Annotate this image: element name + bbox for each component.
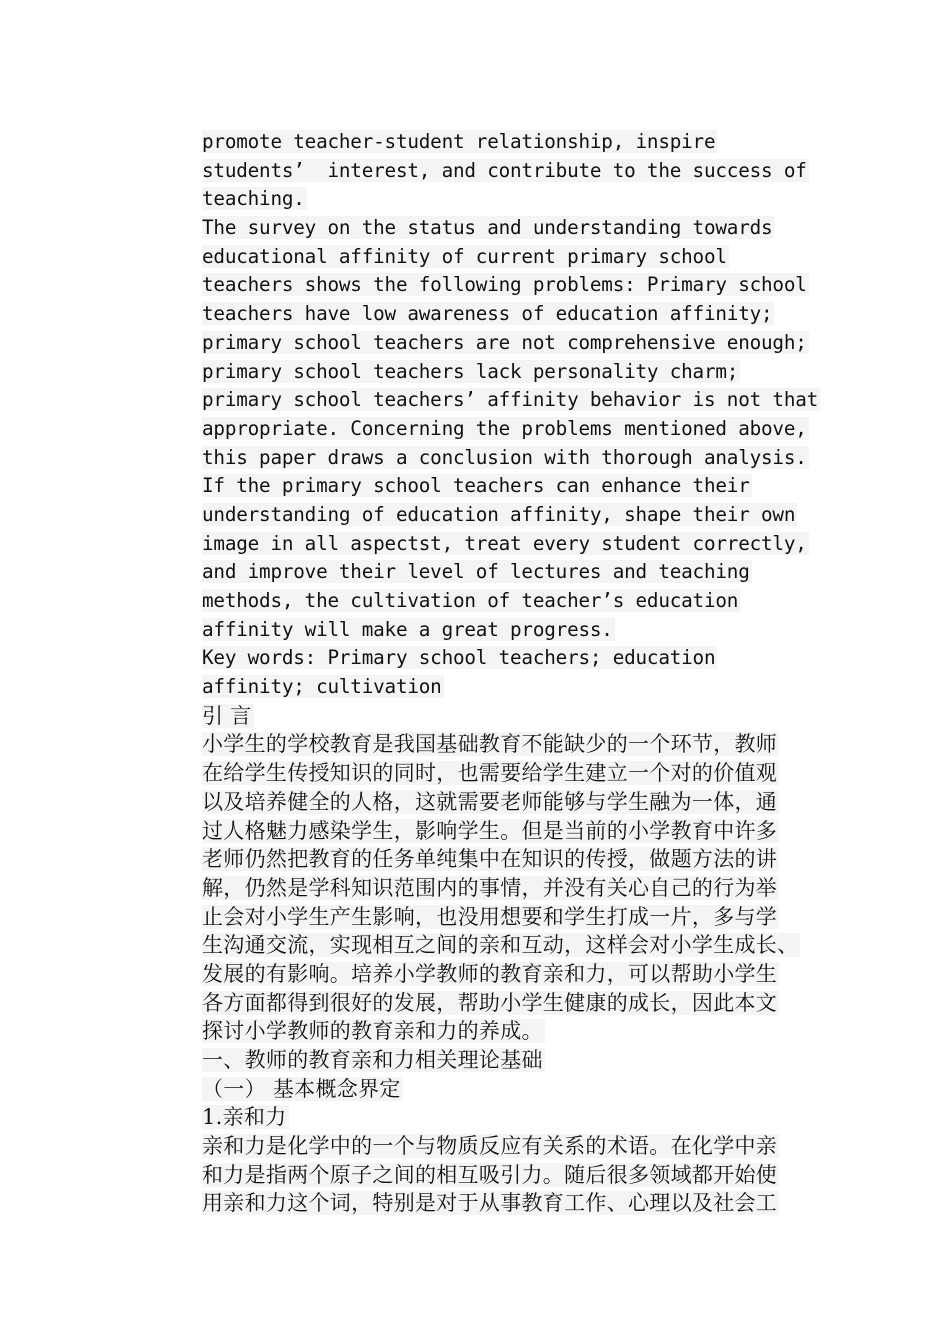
abstract-line: appropriate. Concerning the problems mentioned above, (202, 416, 807, 440)
abstract-line: teaching. (202, 187, 305, 211)
intro-line: 解，仍然是学科知识范围内的事情，并没有关心自己的行为举 (202, 875, 778, 900)
abstract-line: and improve their level of lectures and teaching (202, 560, 750, 584)
intro-line: 老师仍然把教育的任务单纯集中在知识的传授，做题方法的讲 (202, 847, 778, 872)
intro-line: 生沟通交流，实现相互之间的亲和互动，这样会对小学生成长、 (202, 933, 799, 958)
document-body (202, 128, 819, 1218)
intro-line: 过人格魅力感染学生，影响学生。但是当前的小学教育中许多 (202, 818, 778, 843)
abstract-line: image in all aspectst, treat every student correctly, (202, 531, 807, 555)
intro-line: 在给学生传授知识的同时，也需要给学生建立一个对的价值观 (202, 761, 778, 786)
abstract-line: primary school teachers lack personality charm; (202, 359, 739, 383)
item-paragraph (202, 1132, 812, 1218)
section-heading: 一、教师的教育亲和力相关理论基础 (202, 1048, 543, 1072)
abstract-line: affinity will make a great progress. (202, 617, 613, 641)
item-heading: 1.亲和力 (202, 1105, 287, 1130)
intro-paragraph (202, 730, 812, 1046)
item-line: 亲和力是化学中的一个与物质反应有关系的术语。在化学中亲 (202, 1134, 778, 1159)
keywords-line: Key words: Primary school teachers; education (202, 646, 716, 670)
abstract-line: primary school teachers are not comprehensive enough; (202, 330, 807, 354)
abstract-line: understanding of education affinity, shape their own (202, 502, 796, 526)
keywords-line: affinity; cultivation (202, 675, 442, 699)
abstract-line: students’ interest, and contribute to the success of (202, 158, 807, 182)
abstract-line: educational affinity of current primary school (202, 244, 727, 268)
intro-line: 以及培养健全的人格，这就需要老师能够与学生融为一体，通 (202, 789, 778, 814)
abstract-line: methods, the cultivation of teacher’s education (202, 589, 739, 612)
intro-line: 发展的有影响。培养小学教师的教育亲和力，可以帮助小学生 (202, 961, 778, 986)
intro-line: 小学生的学校教育是我国基础教育不能缺少的一个环节，教师 (202, 732, 778, 757)
keywords-en (202, 644, 812, 701)
abstract-line: primary school teachers’ affinity behavior is not that (202, 388, 819, 412)
intro-line: 探讨小学教师的教育亲和力的养成。 (202, 1019, 543, 1044)
intro-heading: 引 言 (202, 703, 252, 728)
abstract-line: this paper draws a conclusion with thorough analysis. (202, 445, 807, 469)
item-line: 和力是指两个原子之间的相互吸引力。随后很多领域都开始使 (202, 1162, 778, 1187)
abstract-line: teachers shows the following problems: Primary school (202, 273, 807, 297)
abstract-line: If the primary school teachers can enhance their (202, 474, 750, 498)
intro-line: 各方面都得到很好的发展，帮助小学生健康的成长，因此本文 (202, 990, 778, 1015)
abstract-line: The survey on the status and understanding towards (202, 216, 773, 240)
abstract-line: promote teacher-student relationship, inspire (202, 130, 716, 153)
subsection-heading: （一） 基本概念界定 (202, 1076, 401, 1101)
abstract-line: teachers have low awareness of education affinity; (202, 302, 773, 326)
abstract-en (202, 128, 819, 644)
item-line: 用亲和力这个词，特别是对于从事教育工作、心理以及社会工 (202, 1191, 778, 1216)
intro-line: 止会对小学生产生影响，也没用想要和学生打成一片，多与学 (202, 904, 778, 929)
